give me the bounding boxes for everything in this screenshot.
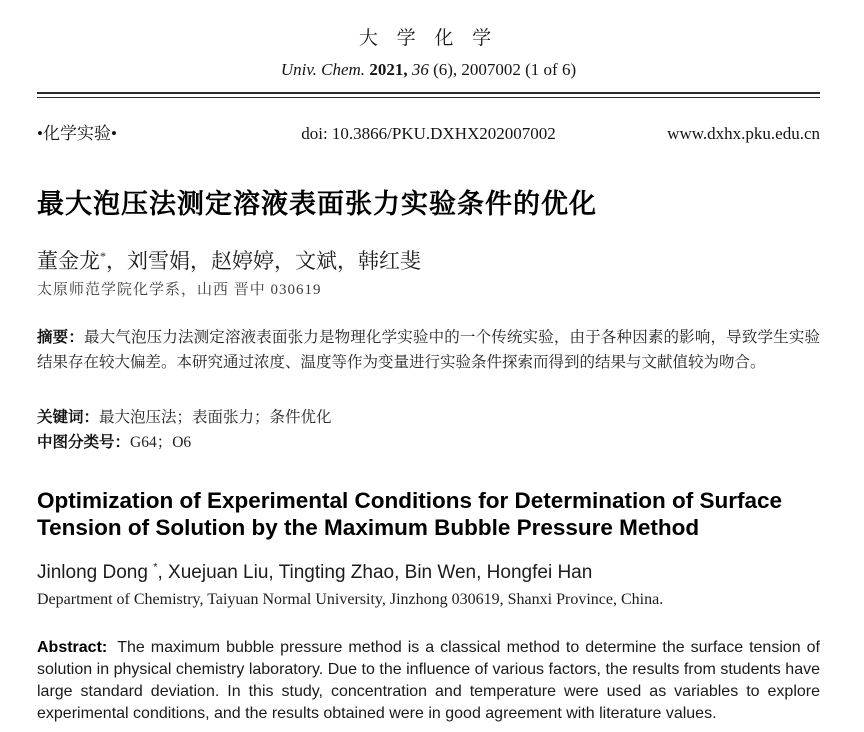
citation-volume: 36 [411, 60, 434, 79]
abstract-text-cn: 最大气泡压力法测定溶液表面张力是物理化学实验中的一个传统实验，由于各种因素的影响，导致学生实验结果存在较大偏差。本研究通过浓度、温度等作为变量进行实验条件探索而得到的结果与文献值较为吻合。 [37, 329, 820, 371]
abstract-label-cn: 摘要： [37, 329, 84, 346]
keywords-line [37, 405, 820, 430]
clc-line [37, 430, 820, 455]
abstract-cn [37, 325, 820, 375]
corresponding-author-marker-cn: * [100, 249, 106, 263]
clc-text: G64；O6 [130, 434, 192, 451]
affiliation-en: Department of Chemistry, Taiyuan Normal University, Jinzhong 030619, Shanxi Province, China. [37, 591, 664, 608]
clc-label: 中图分类号： [37, 434, 131, 451]
authors-cn [37, 246, 820, 276]
abstract-label-en: Abstract: [37, 639, 108, 656]
other-authors-en: , Xuejuan Liu, Tingting Zhao, Bin Wen, Hongfei Han [157, 562, 593, 583]
header-divider [37, 92, 820, 98]
first-author-en: Jinlong Dong [37, 562, 154, 583]
corresponding-author-marker-en: * [153, 561, 158, 574]
citation-year: 2021, [369, 60, 412, 79]
journal-citation [37, 58, 820, 82]
keywords-text: 最大泡压法；表面张力；条件优化 [99, 409, 332, 426]
keywords-block [37, 405, 820, 455]
first-author-cn: 董金龙 [37, 249, 100, 273]
meta-row [37, 122, 820, 146]
keywords-label: 关键词： [37, 409, 100, 426]
citation-issue-pages: (6), 2007002 (1 of 6) [433, 60, 577, 79]
section-label: •化学实验• [37, 124, 117, 143]
affiliation-cn: 太原师范学院化学系，山西 晋中 030619 [37, 282, 322, 298]
citation-journal-abbr: Univ. Chem. [280, 60, 370, 79]
doi-text: doi: 10.3866/PKU.DXHX202007002 [301, 124, 556, 143]
authors-en [37, 561, 820, 585]
journal-title: 大 学 化 学 [358, 28, 499, 49]
journal-website: www.dxhx.pku.edu.cn [667, 124, 820, 143]
abstract-en [37, 637, 820, 725]
abstract-text-en: The maximum bubble pressure method is a classical method to determine the surface tension of solution in physical chemistry laboratory. Due to the influence of various factors, the results from students have large standard deviation. In this study, concentration and temperature were used as variables to explore experimental conditions, and the results obtained were in good agreement with literature values. [37, 639, 820, 722]
article-title-en: Optimization of Experimental Conditions for Determination of Surface Tension of Solution by the Maximum Bubble Pressure Method [37, 488, 783, 540]
other-authors-cn: ，刘雪娟，赵婷婷，文斌，韩红斐 [106, 249, 421, 273]
article-title-cn: 最大泡压法测定溶液表面张力实验条件的优化 [37, 189, 597, 219]
